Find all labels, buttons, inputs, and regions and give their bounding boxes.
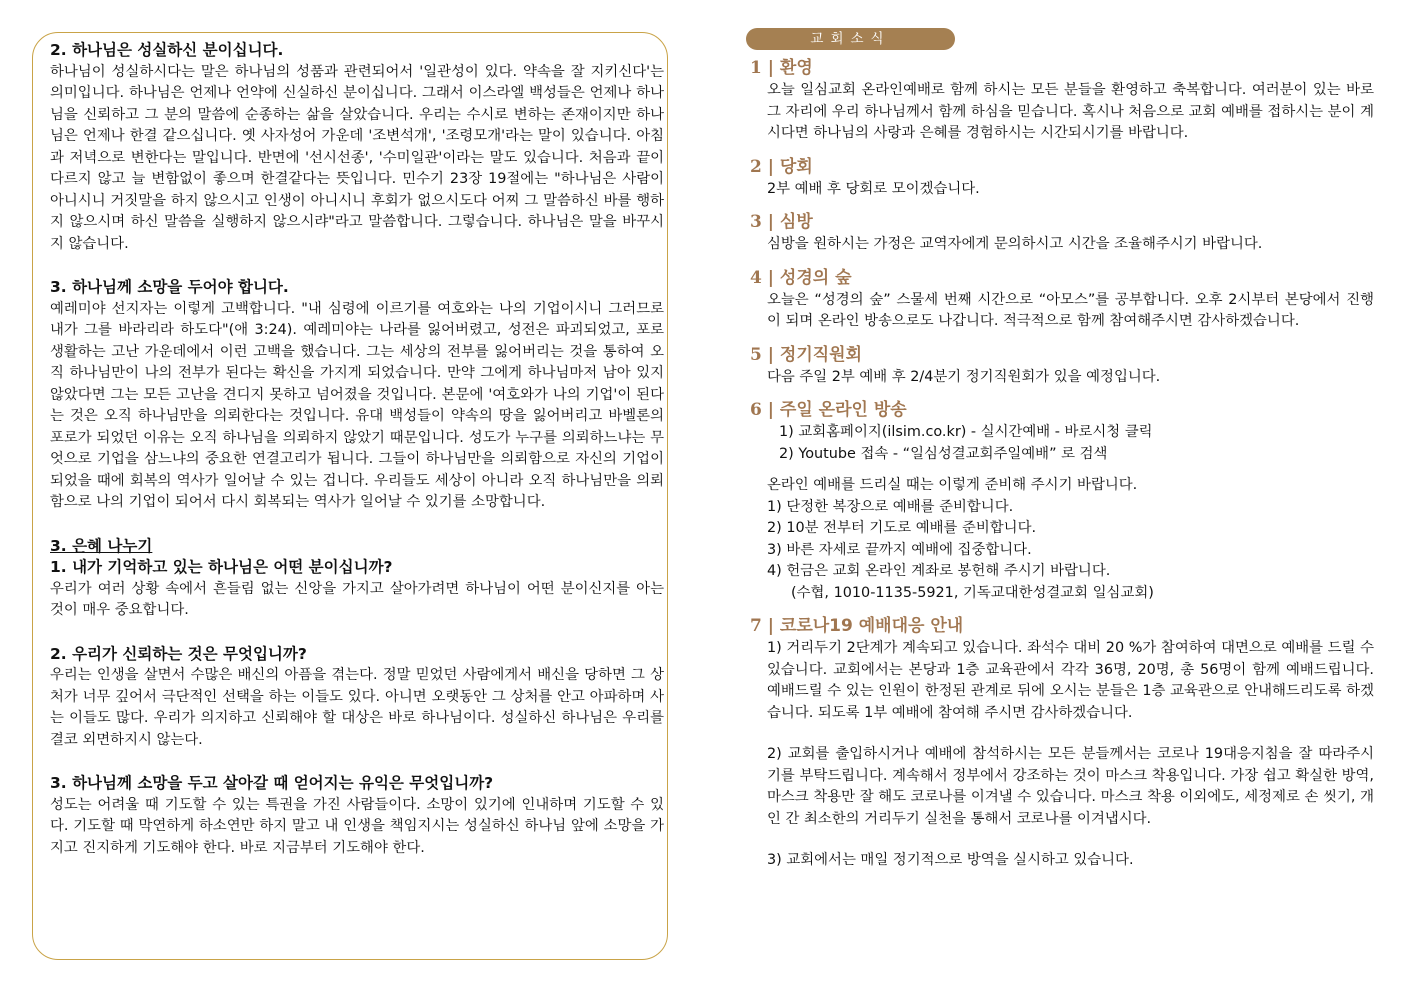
news-item-online-broadcast <box>750 398 1374 604</box>
news-item-session <box>750 155 1374 201</box>
news-line: 1) 교회홈페이지(ilsim.co.kr) - 실시간예배 - 바로시청 클릭 <box>779 424 1153 440</box>
question-body: 성도는 어려울 때 기도할 수 있는 특권을 가진 사람들이다. 소망이 있기에 인내하며 기도할 수 있다. 기도할 때 막연하게 하소연만 하지 말고 내 인생을 책임지시는 성실하신 하나님 앞에 소망을 가지고 진지하게 기도해야 한다. 바로 지금부터 기도해야 한다. <box>50 796 664 856</box>
news-heading: 5 | 정기직원회 <box>750 344 863 365</box>
news-item-covid <box>750 614 1374 872</box>
news-body: 오늘 일심교회 온라인예배로 함께 하시는 모든 분들을 환영하고 축복합니다. 여러분이 있는 바로 그 자리에 우리 하나님께서 함께 하심을 믿습니다. 혹시나 처음으로 교회 예배를 접하시는 분이 계시다면 하나님의 사랑과 은혜를 경험하시는 시간되시기를 바랍니다. <box>767 82 1374 141</box>
news-line: 온라인 예배를 드리실 때는 이렇게 준비해 주시기 바랍니다. <box>767 477 1138 493</box>
news-body: 2) 교회를 출입하시거나 예배에 참석하시는 모든 분들께서는 코로나 19대응지침을 잘 따라주시기를 부탁드립니다. 계속해서 정부에서 강조하는 것이 마스크 착용입니다. 가장 쉽고 확실한 방역, 마스크 착용만 잘 해도 코로나를 이겨낼 수 있습니다. 마스크 착용 이외에도, 세정제로 손 씻기, 개인 간 최소한의 거리두기 실천을 통해서 코로나를 이겨냅시다. <box>767 746 1374 827</box>
section-title: 3. 하나님께 소망을 두어야 합니다. <box>50 278 289 296</box>
news-body: 1) 거리두기 2단계가 계속되고 있습니다. 좌석수 대비 20 %가 참여하여 대면으로 예배를 드릴 수 있습니다. 교회에서는 본당과 1층 교육관에서 각각 36명, 20명, 총 56명이 함께 예배드립니다. 예배드릴 수 있는 인원이 한정된 관계로 뒤에 오시는 분들은 1층 교육관으로 안내해드리도록 하겠습니다. 되도록 1부 예배에 참여해 주시면 감사하겠습니다. <box>767 640 1374 721</box>
news-heading: 4 | 성경의 숲 <box>750 267 852 288</box>
news-body: 2부 예배 후 당회로 모이겠습니다. <box>767 180 980 197</box>
news-heading: 3 | 심방 <box>750 212 813 232</box>
news-line: 3) 바른 자세로 끝까지 예배에 집중합니다. <box>767 541 1032 558</box>
news-body: 다음 주일 2부 예배 후 2/4분기 정기직원회가 있을 예정입니다. <box>767 368 1161 385</box>
news-heading: 6 | 주일 온라인 방송 <box>750 400 907 420</box>
sermon-column <box>50 40 664 859</box>
question-body: 우리가 여러 상황 속에서 흔들림 없는 신앙을 가지고 살아가려면 하나님이 어떤 분이신지를 아는 것이 매우 중요합니다. <box>50 580 664 618</box>
news-heading: 1 | 환영 <box>750 58 813 78</box>
question-title: 3. 하나님께 소망을 두고 살아갈 때 얻어지는 유익은 무엇입니까? <box>50 774 494 792</box>
news-body: 심방을 원하시는 가정은 교역자에게 문의하시고 시간을 조율해주시기 바랍니다. <box>767 236 1263 252</box>
news-line: 2) 10분 전부터 기도로 예배를 준비합니다. <box>767 520 1037 536</box>
section-title: 2. 하나님은 성실하신 분이십니다. <box>50 41 284 59</box>
news-item-staff-meeting <box>750 343 1374 389</box>
church-news-badge: 교회소식 <box>746 28 955 50</box>
section-body: 하나님이 성실하시다는 말은 하나님의 성품과 관련되어서 '일관성이 있다. 약속을 잘 지키신다'는 의미입니다. 하나님은 언제나 언약에 신실하신 분이십니다. 그래서 이스라엘 백성들은 언제나 하나님을 신뢰하고 그 분의 말씀에 순종하는 삶을 살았습니다. 우리는 수시로 변하는 존재이지만 하나님은 언제나 한결 같으십니다. 옛 사자성어 가운데 '조변석개', '조령모개'라는 말이 있습니다. 아침과 저녁으로 변한다는 말입니다. 반면에 '선시선종', '수미일관'이라는 말도 있습니다. 처음과 끝이 다르지 않고 늘 변함없이 좋으며 한결같다는 뜻입니다. 민수기 23장 19절에는 "하나님은 사람이 아니시니 거짓말을 하지 않으시고 인생이 아니시니 후회가 없으시도다 어찌 그 말씀하신 바를 행하지 않으시며 하신 말씀을 실행하지 않으시랴"라고 말씀합니다. 그렇습니다. 하나님은 말을 바꾸시지 않습니다. <box>50 63 664 252</box>
news-item-visit <box>750 210 1374 256</box>
church-news-column <box>750 56 1374 882</box>
news-line: 1) 단정한 복장으로 예배를 준비합니다. <box>767 498 1014 515</box>
question-title: 1. 내가 기억하고 있는 하나님은 어떤 분이십니까? <box>50 558 393 576</box>
news-body: 3) 교회에서는 매일 정기적으로 방역을 실시하고 있습니다. <box>767 852 1134 868</box>
news-item-bible-forest <box>750 266 1374 333</box>
question-body: 우리는 인생을 살면서 수많은 배신의 아픔을 겪는다. 정말 믿었던 사람에게서 배신을 당하면 그 상처가 너무 깊어서 극단적인 선택을 하는 이들도 있다. 아니면 오랫동안 그 상처를 안고 아파하며 사는 이들도 많다. 우리가 의지하고 신뢰해야 할 대상은 바로 하나님이다. 성실하신 하나님은 우리를 결코 외면하지시 않는다. <box>50 667 664 748</box>
question-title: 2. 우리가 신뢰하는 것은 무엇입니까? <box>50 644 307 663</box>
news-heading: 7 | 코로나19 예배대응 안내 <box>750 616 964 636</box>
news-line: 4) 헌금은 교회 온라인 계좌로 봉헌해 주시기 바랍니다. <box>767 563 1111 579</box>
news-item-welcome <box>750 56 1374 145</box>
section-body: 예레미야 선지자는 이렇게 고백합니다. "내 심령에 이르기를 여호와는 나의 기업이시니 그러므로 내가 그를 바라리라 하도다"(애 3:24). 예레미야는 나라를 잃어버렸고, 성전은 파괴되었고, 포로 생활하는 고난 가운데에서 이런 고백을 했습니다. 그는 세상의 전부를 잃어버리는 것을 통하여 오직 하나님만이 나의 전부가 된다는 확신을 가지게 되었습니다. 만약 그에게 하나님마저 남아 있지 않았다면 그는 모든 고난을 견디지 못하고 넘어졌을 것입니다. 본문에 '여호와가 나의 기업'이 된다는 것은 오직 하나님만을 의뢰한다는 것입니다. 유대 백성들이 약속의 땅을 잃어버리고 바벨론의 포로가 되었던 이유는 오직 하나님을 의뢰하지 않았기 때문입니다. 성도가 누구를 의뢰하느냐는 무엇으로 기업을 삼느냐의 중요한 연결고리가 됩니다. 그들이 하나님만을 의뢰함으로 자신의 기업이 되었을 때에 회복의 역사가 일어날 수 있는 겁니다. 우리들도 세상이 아니라 오직 하나님만을 의뢰함으로 나의 기업이 되어서 다시 회복되는 역사가 일어날 수 있기를 소망합니다. <box>50 300 664 510</box>
grace-sharing-title: 3. 은혜 나누기 <box>50 536 153 555</box>
news-body: 오늘은 “성경의 숲” 스물세 번째 시간으로 “아모스”를 공부합니다. 오후 2시부터 본당에서 진행이 되며 온라인 방송으로도 나갑니다. 적극적으로 함께 참여해주시면 감사하겠습니다. <box>767 291 1374 329</box>
news-line: 2) Youtube 접속 - “일심성결교회주일예배” 로 검색 <box>779 445 1108 462</box>
news-line: (수협, 1010-1135-5921, 기독교대한성결교회 일심교회) <box>791 584 1154 601</box>
news-heading: 2 | 당회 <box>750 156 813 177</box>
